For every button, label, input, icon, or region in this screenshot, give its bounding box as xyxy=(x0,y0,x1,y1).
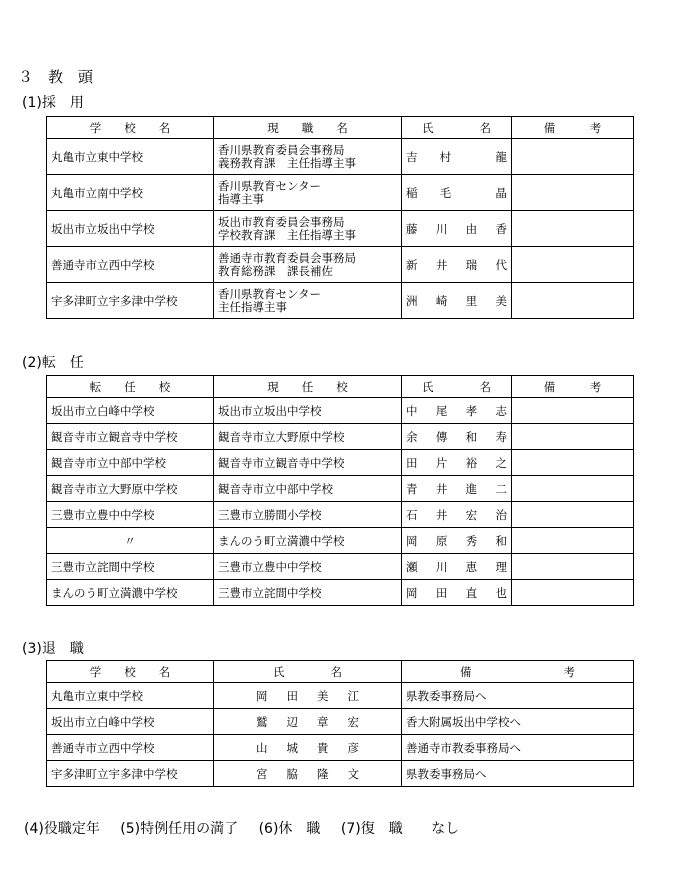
name-char: 理 xyxy=(495,559,507,574)
section-title: ３ 教 頭 xyxy=(18,68,94,86)
remarks-cell xyxy=(512,398,634,424)
person-name xyxy=(218,689,397,703)
person-name xyxy=(218,741,397,755)
job-line-1: 香川県教育センター xyxy=(218,286,322,301)
job-line-2: 指導主事 xyxy=(218,191,264,206)
name-char: 也 xyxy=(495,585,507,600)
name-char: 洲 xyxy=(406,293,418,308)
remarks-cell xyxy=(512,528,634,554)
remarks-cell xyxy=(512,502,634,528)
remarks-cell xyxy=(512,424,634,450)
school-cell: 坂出市立白峰中学校 xyxy=(47,709,214,735)
hiring-table xyxy=(46,116,634,319)
person-name xyxy=(406,482,507,496)
name-char: 岡 xyxy=(406,533,418,548)
retirement-header-school: 学 校 名 xyxy=(47,661,214,683)
transfer-to-cell: 観音寺市立中部中学校 xyxy=(47,450,214,476)
table-row xyxy=(47,683,634,709)
footer-item-reinstatement: (7)復 職 xyxy=(340,821,403,837)
name-char: 田 xyxy=(286,688,298,703)
remarks-cell: 県教委事務局へ xyxy=(402,683,634,709)
person-name xyxy=(406,508,507,522)
transfer-header-to: 転 任 校 xyxy=(47,376,214,398)
remarks-cell xyxy=(512,476,634,502)
name-char: 岡 xyxy=(406,585,418,600)
person-name xyxy=(406,430,507,444)
footer-item-special-appointment: (5)特例任用の満了 xyxy=(120,821,239,837)
person-name xyxy=(406,222,507,236)
transfer-header-from: 現 任 校 xyxy=(214,376,402,398)
transfer-to-cell: 三豊市立詫間中学校 xyxy=(47,554,214,580)
transfer-table xyxy=(46,375,634,606)
name-char: 貴 xyxy=(317,740,329,755)
name-char: 井 xyxy=(435,257,448,272)
person-name xyxy=(406,294,507,308)
name-cell xyxy=(402,502,512,528)
name-char: 隆 xyxy=(317,766,329,781)
retirement-header-name: 氏 名 xyxy=(214,661,402,683)
current-job-cell xyxy=(214,139,402,175)
name-char: 尾 xyxy=(435,403,448,418)
current-job-cell xyxy=(214,175,402,211)
name-char: 岡 xyxy=(256,688,268,703)
name-cell xyxy=(402,398,512,424)
school-cell: 宇多津町立宇多津中学校 xyxy=(47,283,214,319)
person-name xyxy=(218,715,397,729)
hiring-title: (1)採 用 xyxy=(22,95,84,111)
remarks-cell xyxy=(512,450,634,476)
name-char: 毛 xyxy=(439,185,452,200)
name-char: 瑞 xyxy=(465,257,478,272)
name-char: 和 xyxy=(495,533,507,548)
name-cell xyxy=(214,761,402,787)
job-line-2: 義務教育課 主任指導主事 xyxy=(218,155,356,170)
school-cell: 善通寺市立西中学校 xyxy=(47,247,214,283)
name-char: 田 xyxy=(406,455,418,470)
footer-item-retirement-age: (4)役職定年 xyxy=(24,821,100,837)
school-cell: 丸亀市立南中学校 xyxy=(47,175,214,211)
transfer-from-cell: まんのう町立満濃中学校 xyxy=(214,528,402,554)
name-char: 裕 xyxy=(465,455,478,470)
name-char: 余 xyxy=(406,429,418,444)
table-row xyxy=(47,139,634,175)
transfer-to-cell: 三豊市立豊中中学校 xyxy=(47,502,214,528)
name-char: 傳 xyxy=(435,429,448,444)
transfer-from-cell: 坂出市立坂出中学校 xyxy=(214,398,402,424)
job-line-2: 主任指導主事 xyxy=(218,299,287,314)
name-char: 井 xyxy=(435,481,448,496)
name-cell xyxy=(214,683,402,709)
transfer-from-cell: 観音寺市立観音寺中学校 xyxy=(214,450,402,476)
name-char: 田 xyxy=(435,585,448,600)
name-char: 新 xyxy=(406,257,418,272)
person-name xyxy=(218,767,397,781)
retirement-table xyxy=(46,660,634,787)
name-cell xyxy=(214,709,402,735)
name-cell xyxy=(402,139,512,175)
name-char: 瀬 xyxy=(406,559,418,574)
transfer-to-cell: 観音寺市立観音寺中学校 xyxy=(47,424,214,450)
remarks-cell xyxy=(512,139,634,175)
name-cell xyxy=(402,580,512,606)
name-cell xyxy=(214,735,402,761)
table-row xyxy=(47,735,634,761)
transfer-from-cell: 三豊市立豊中中学校 xyxy=(214,554,402,580)
name-char: 石 xyxy=(406,507,418,522)
name-char: 秀 xyxy=(465,533,478,548)
table-row xyxy=(47,283,634,319)
name-char: 志 xyxy=(495,403,507,418)
retirement-header-remarks: 備 考 xyxy=(402,661,634,683)
person-name xyxy=(406,456,507,470)
name-char: 吉 xyxy=(406,149,418,164)
name-char: 代 xyxy=(495,257,507,272)
name-cell xyxy=(402,528,512,554)
transfer-to-cell: まんのう町立満濃中学校 xyxy=(47,580,214,606)
school-cell: 坂出市立坂出中学校 xyxy=(47,211,214,247)
name-char: 二 xyxy=(495,481,507,496)
name-cell xyxy=(402,554,512,580)
transfer-header-name: 氏 名 xyxy=(402,376,512,398)
table-row xyxy=(47,709,634,735)
table-row xyxy=(47,580,634,606)
table-row xyxy=(47,424,634,450)
person-name xyxy=(406,586,507,600)
current-job-cell xyxy=(214,247,402,283)
remarks-cell xyxy=(512,554,634,580)
retirement-header-row xyxy=(47,661,634,683)
remarks-cell: 県教委事務局へ xyxy=(402,761,634,787)
name-char: 宏 xyxy=(347,714,359,729)
name-char: 由 xyxy=(465,221,478,236)
hiring-header-job: 現 職 名 xyxy=(214,117,402,139)
name-cell xyxy=(402,476,512,502)
name-char: 恵 xyxy=(465,559,478,574)
name-char: 宏 xyxy=(465,507,478,522)
name-char: 鷲 xyxy=(256,714,268,729)
name-char: 美 xyxy=(495,293,507,308)
current-job-cell xyxy=(214,283,402,319)
name-char: 川 xyxy=(435,559,448,574)
current-job-cell xyxy=(214,211,402,247)
remarks-cell xyxy=(512,580,634,606)
table-row xyxy=(47,528,634,554)
transfer-to-cell: 観音寺市立大野原中学校 xyxy=(47,476,214,502)
name-char: 川 xyxy=(435,221,448,236)
person-name xyxy=(406,404,507,418)
footer-item-leave: (6)休 職 xyxy=(258,821,321,837)
school-cell: 宇多津町立宇多津中学校 xyxy=(47,761,214,787)
name-char: 片 xyxy=(435,455,448,470)
remarks-cell xyxy=(512,211,634,247)
transfer-from-cell: 観音寺市立大野原中学校 xyxy=(214,424,402,450)
name-char: 崎 xyxy=(435,293,448,308)
table-row xyxy=(47,450,634,476)
name-cell xyxy=(402,283,512,319)
hiring-header-school: 学 校 名 xyxy=(47,117,214,139)
table-row xyxy=(47,554,634,580)
name-char: 治 xyxy=(495,507,507,522)
table-row xyxy=(47,398,634,424)
name-char: 進 xyxy=(465,481,478,496)
name-char: 和 xyxy=(465,429,478,444)
name-char: 村 xyxy=(439,149,452,164)
transfer-title: (2)転 任 xyxy=(22,355,84,371)
name-char: 城 xyxy=(286,740,298,755)
remarks-cell xyxy=(512,283,634,319)
school-cell: 丸亀市立東中学校 xyxy=(47,139,214,175)
name-cell xyxy=(402,247,512,283)
name-char: 井 xyxy=(435,507,448,522)
name-char: 藤 xyxy=(406,221,418,236)
job-line-1: 善通寺市教育委員会事務局 xyxy=(218,250,356,265)
name-char: 彦 xyxy=(347,740,359,755)
name-char: 龍 xyxy=(495,149,507,164)
transfer-from-cell: 観音寺市立中部中学校 xyxy=(214,476,402,502)
transfer-to-cell: 坂出市立白峰中学校 xyxy=(47,398,214,424)
remarks-cell: 善通寺市教委事務局へ xyxy=(402,735,634,761)
table-row xyxy=(47,211,634,247)
remarks-cell: 香大附属坂出中学校へ xyxy=(402,709,634,735)
table-row xyxy=(47,175,634,211)
name-char: 孝 xyxy=(465,403,478,418)
job-line-2: 教育総務課 課長補佐 xyxy=(218,263,333,278)
job-line-2: 学校教育課 主任指導主事 xyxy=(218,227,356,242)
table-row xyxy=(47,247,634,283)
remarks-cell xyxy=(512,175,634,211)
name-char: 中 xyxy=(406,403,418,418)
footer-none: なし xyxy=(431,821,460,837)
name-cell xyxy=(402,211,512,247)
name-cell xyxy=(402,424,512,450)
name-cell xyxy=(402,175,512,211)
transfer-to-cell: 〃 xyxy=(47,528,214,554)
name-char: 江 xyxy=(347,688,359,703)
person-name xyxy=(406,258,507,272)
name-char: 文 xyxy=(347,766,359,781)
person-name xyxy=(406,560,507,574)
name-char: 青 xyxy=(406,481,418,496)
name-char: 章 xyxy=(317,714,329,729)
hiring-header-name: 氏 名 xyxy=(402,117,512,139)
hiring-header-row xyxy=(47,117,634,139)
transfer-from-cell: 三豊市立勝間小学校 xyxy=(214,502,402,528)
name-char: 寿 xyxy=(495,429,507,444)
name-char: 晶 xyxy=(495,185,507,200)
school-cell: 丸亀市立東中学校 xyxy=(47,683,214,709)
name-char: 里 xyxy=(465,293,478,308)
name-char: 辺 xyxy=(286,714,298,729)
name-char: 直 xyxy=(465,585,478,600)
job-line-1: 香川県教育センター xyxy=(218,178,322,193)
name-char: 脇 xyxy=(286,766,298,781)
table-row xyxy=(47,761,634,787)
name-char: 香 xyxy=(495,221,507,236)
name-cell xyxy=(402,450,512,476)
person-name xyxy=(406,150,507,164)
name-char: 美 xyxy=(317,688,329,703)
retirement-title: (3)退 職 xyxy=(22,641,84,657)
job-line-1: 香川県教育委員会事務局 xyxy=(218,142,345,157)
person-name xyxy=(406,186,507,200)
name-char: 之 xyxy=(495,455,507,470)
school-cell: 善通寺市立西中学校 xyxy=(47,735,214,761)
table-row xyxy=(47,476,634,502)
transfer-header-row xyxy=(47,376,634,398)
person-name xyxy=(406,534,507,548)
job-line-1: 坂出市教育委員会事務局 xyxy=(218,214,345,229)
footer-line xyxy=(24,818,475,838)
hiring-header-remarks: 備 考 xyxy=(512,117,634,139)
transfer-from-cell: 三豊市立詫間中学校 xyxy=(214,580,402,606)
remarks-cell xyxy=(512,247,634,283)
name-char: 原 xyxy=(435,533,448,548)
name-char: 山 xyxy=(256,740,268,755)
table-row xyxy=(47,502,634,528)
name-char: 稲 xyxy=(406,185,418,200)
name-char: 宮 xyxy=(256,766,268,781)
transfer-header-remarks: 備 考 xyxy=(512,376,634,398)
